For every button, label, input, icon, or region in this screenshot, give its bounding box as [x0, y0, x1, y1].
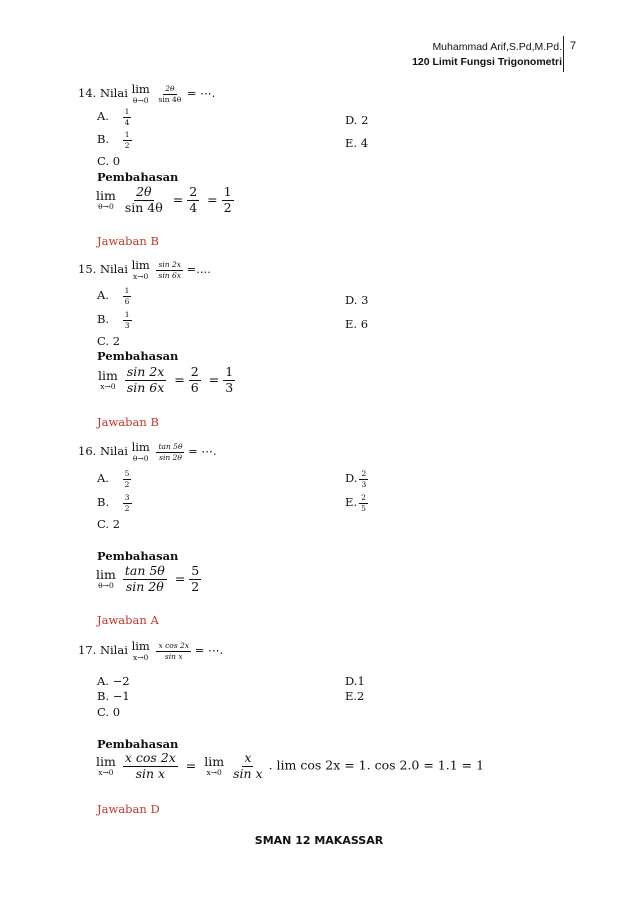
option-e: E. 4 [345, 136, 369, 150]
solution-heading: Pembahasan [97, 170, 179, 184]
school-footer: SMAN 12 MAKASSAR [254, 834, 384, 847]
solution-heading: Pembahasan [97, 349, 179, 363]
solution-17: lim x→0 $\frac{\text{x cos 2x}}{\text{sin x}}$ = lim x→0 $\frac{x}{\text{sin x}}$ . lim cos 2x = 1. cos 2.0 = 1.1 = 1 [96, 750, 485, 781]
frac-num: 2θ [165, 84, 175, 93]
question-number: 16. Nilai [78, 444, 128, 458]
option-d: D. 3 [345, 293, 369, 307]
page-header [412, 40, 562, 70]
option-e: E. 6 [345, 317, 369, 331]
question-14 [78, 84, 215, 104]
question-number: 14. Nilai [78, 86, 128, 100]
option-c: C. 0 [97, 705, 121, 719]
answer-17: Jawaban D [97, 802, 160, 816]
option-a: A. $\frac{1}{4}$ [97, 107, 130, 127]
question-15: 15. Nilai lim x→0 $\frac{\sin 2x}{\sin 6x}$ =.... [78, 258, 211, 281]
option-b: B. −1 [97, 689, 130, 703]
option-e: E. $\frac{2}{5}$ [345, 493, 366, 513]
option-b: B. $\frac{1}{3}$ [97, 310, 130, 330]
header-divider [563, 36, 564, 72]
answer-14: Jawaban B [97, 234, 159, 248]
answer-15: Jawaban B [97, 415, 159, 429]
solution-heading: Pembahasan [97, 737, 179, 751]
question-number: 15. Nilai [78, 262, 128, 276]
question-17: 17. Nilai lim x→0 $\frac{\text{x cos 2x}}{\text{sin x}}$ = ⋯. [78, 639, 224, 662]
option-c: C. 0 [97, 154, 121, 168]
answer-16: Jawaban A [97, 613, 159, 627]
question-number: 17. Nilai [78, 643, 128, 657]
option-a: A. −2 [97, 674, 130, 688]
author-name: Muhammad Arif,S.Pd,M.Pd. [432, 41, 562, 53]
book-title: 120 Limit Fungsi Trigonometri [412, 56, 562, 68]
question-16: 16. Nilai lim θ→0 $\frac{\tan 5\theta}{\sin 2\theta}$ = ⋯. [78, 440, 217, 463]
option-d: D.1 [345, 674, 365, 688]
page-number: 7 [570, 40, 577, 52]
solution-15: lim x→0 $\frac{\sin 2x}{\sin 6x}$ = $\frac{2}{6}$ = $\frac{1}{3}$ [98, 364, 234, 395]
option-d: D. $\frac{2}{3}$ [345, 469, 367, 489]
solution-14: lim θ→0 $\frac{2\theta}{\sin 4\theta}$ = $\frac{2}{4}$ = $\frac{1}{2}$ [96, 184, 232, 215]
lim-word: lim [131, 82, 150, 96]
frac-den: sin 4θ [158, 94, 182, 104]
option-b: B. $\frac{3}{2}$ [97, 493, 130, 513]
option-a: A. $\frac{1}{6}$ [97, 286, 130, 306]
option-d: D. 2 [345, 113, 369, 127]
question-tail: = ⋯. [186, 86, 216, 100]
option-b: B. $\frac{1}{2}$ [97, 130, 130, 150]
lim-sub: θ→0 [132, 95, 149, 105]
option-c: C. 2 [97, 517, 121, 531]
solution-heading: Pembahasan [97, 549, 179, 563]
option-a: A. $\frac{5}{2}$ [97, 469, 130, 489]
option-e: E.2 [345, 689, 365, 703]
solution-16: lim θ→0 $\frac{\tan 5\theta}{\sin 2\theta}$ = $\frac{5}{2}$ [96, 563, 200, 594]
option-c: C. 2 [97, 334, 121, 348]
